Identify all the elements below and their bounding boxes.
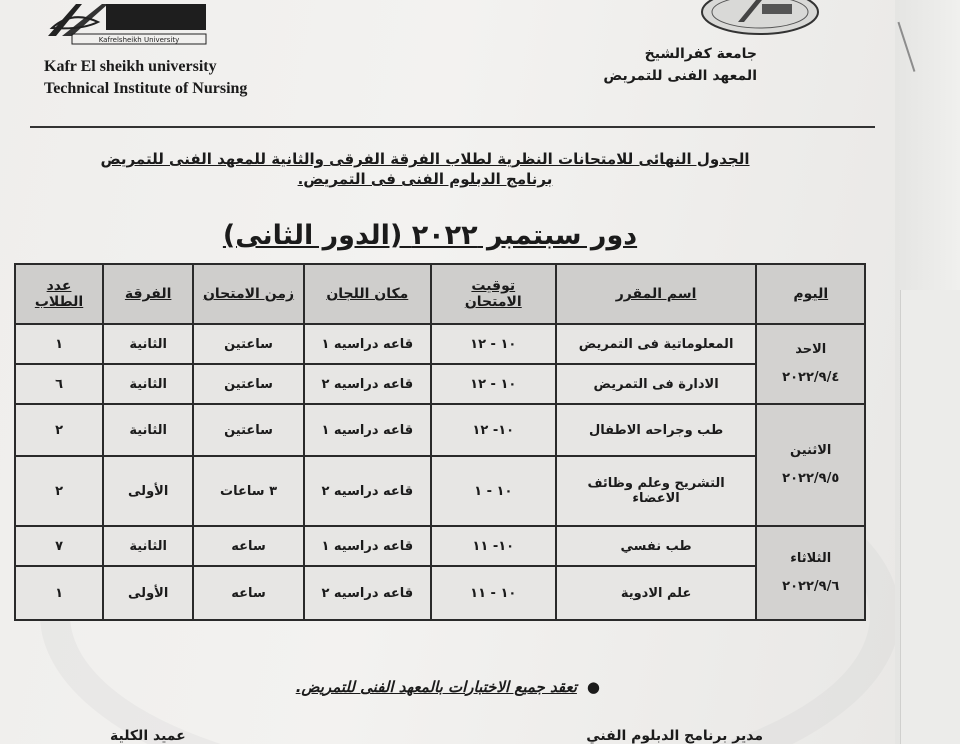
location-cell: قاعه دراسيه ٢	[304, 364, 431, 404]
background-paper-sheet	[900, 290, 960, 744]
header-year: الفرقة	[103, 264, 193, 324]
year-cell: الثانية	[103, 404, 193, 456]
course-cell: المعلوماتية فى التمريض	[556, 324, 757, 364]
table-row	[15, 324, 865, 364]
table-row	[15, 456, 865, 526]
time-cell: ١٠ - ١٢	[431, 364, 556, 404]
count-cell: ٧	[15, 526, 103, 566]
document-subtitle: برنامج الدبلوم الفنى فى التمريض.	[297, 170, 553, 188]
course-cell: علم الادوية	[556, 566, 757, 620]
count-cell: ١	[15, 566, 103, 620]
count-cell: ٢	[15, 404, 103, 456]
document-title: الجدول النهائى للامتحانات النظرية لطلاب الفرقة الفرقى والثانية للمعهد الفنى للتمريض	[100, 150, 750, 168]
course-cell: الادارة فى التمريض	[556, 364, 757, 404]
university-logo	[42, 0, 210, 48]
year-cell: الثانية	[103, 364, 193, 404]
header-day: اليوم	[756, 264, 865, 324]
program-director-signature-label: مدير برنامج الدبلوم الفني	[586, 728, 763, 744]
header-divider	[30, 126, 875, 128]
course-cell: التشريح وعلم وظائف الاعضاء	[556, 456, 757, 526]
header-duration: زمن الامتحان	[193, 264, 304, 324]
table-row	[15, 526, 865, 566]
header-location: مكان اللجان	[304, 264, 431, 324]
english-university-name: Kafr El sheikh university	[44, 58, 217, 75]
duration-cell: ساعتين	[193, 324, 304, 364]
table-row	[15, 364, 865, 404]
location-cell: قاعه دراسيه ٢	[304, 456, 431, 526]
table-row	[15, 404, 865, 456]
exam-round-title: دور سبتمبر ٢٠٢٢ (الدور الثانى)	[222, 220, 638, 251]
course-cell: طب نفسي	[556, 526, 757, 566]
duration-cell: ساعه	[193, 566, 304, 620]
time-cell: ١٠- ١١	[431, 526, 556, 566]
duration-cell: ساعتين	[193, 364, 304, 404]
dean-signature-label: عميد الكلية	[110, 728, 186, 744]
count-cell: ١	[15, 324, 103, 364]
arabic-university-name: جامعة كفرالشيخ	[644, 46, 757, 62]
svg-text:Kafrelsheikh University: Kafrelsheikh University	[98, 36, 180, 44]
year-cell: الأولى	[103, 566, 193, 620]
day-cell: الاحد ٢٠٢٢/٩/٤	[756, 324, 865, 404]
location-cell: قاعه دراسيه ١	[304, 324, 431, 364]
header-time: توقيت الامتحان	[431, 264, 556, 324]
location-cell: قاعه دراسيه ١	[304, 404, 431, 456]
count-cell: ٦	[15, 364, 103, 404]
time-cell: ١٠ - ١	[431, 456, 556, 526]
institute-seal-icon	[698, 0, 822, 40]
year-cell: الثانية	[103, 324, 193, 364]
table-row	[15, 566, 865, 620]
time-cell: ١٠- ١٢	[431, 404, 556, 456]
day-cell: الثلاثاء ٢٠٢٢/٩/٦	[756, 526, 865, 620]
bullet-icon: ●	[586, 678, 600, 696]
english-institute-name: Technical Institute of Nursing	[44, 80, 248, 97]
course-cell: طب وجراحه الاطفال	[556, 404, 757, 456]
duration-cell: ساعتين	[193, 404, 304, 456]
year-cell: الأولى	[103, 456, 193, 526]
table-header-row	[15, 264, 865, 324]
duration-cell: ساعه	[193, 526, 304, 566]
arabic-institute-name: المعهد الفنى للتمريض	[603, 68, 757, 84]
header-course: اسم المقرر	[556, 264, 757, 324]
duration-cell: ٣ ساعات	[193, 456, 304, 526]
time-cell: ١٠ - ١١	[431, 566, 556, 620]
location-cell: قاعه دراسيه ١	[304, 526, 431, 566]
header-count: عدد الطلاب	[15, 264, 103, 324]
location-cell: قاعه دراسيه ٢	[304, 566, 431, 620]
year-cell: الثانية	[103, 526, 193, 566]
exam-location-note: ●تعقد جميع الاختبارات بالمعهد الفنى للتمريض.	[295, 678, 600, 696]
day-cell: الاثنين ٢٠٢٢/٩/٥	[756, 404, 865, 526]
count-cell: ٢	[15, 456, 103, 526]
time-cell: ١٠ - ١٢	[431, 324, 556, 364]
exam-schedule-table	[14, 263, 866, 621]
